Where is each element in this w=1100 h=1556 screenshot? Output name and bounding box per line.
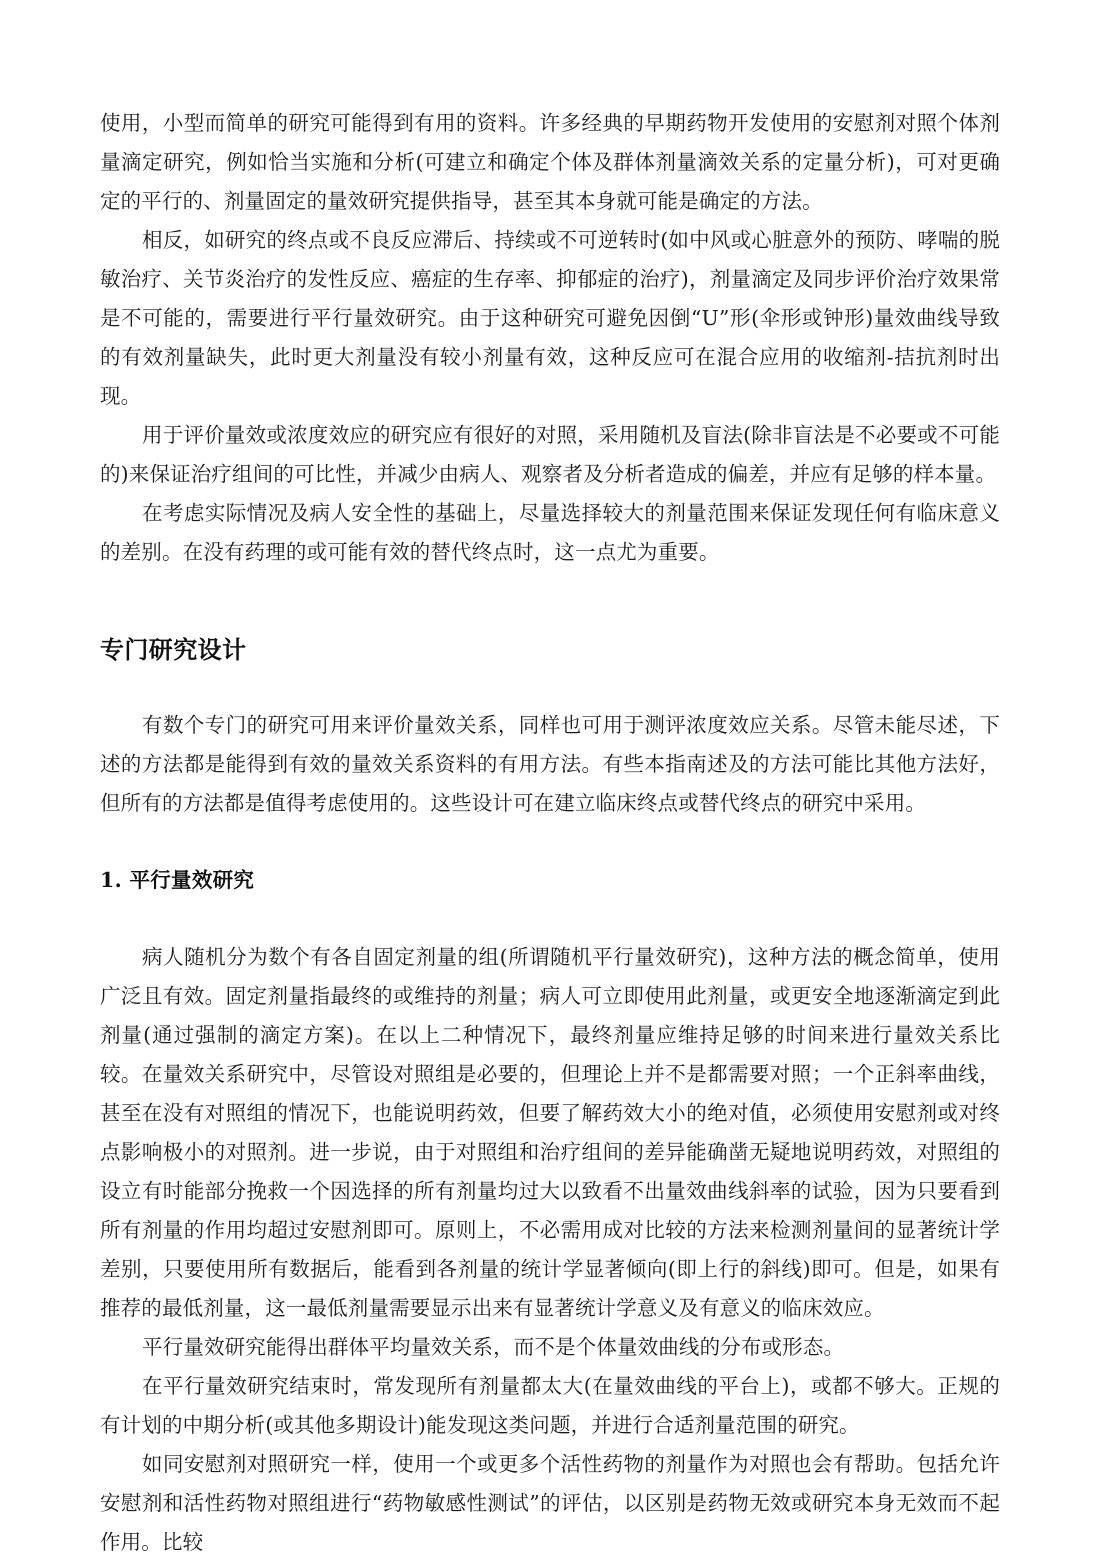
page-content (100, 104, 1000, 1556)
paragraph-3: 用于评价量效或浓度效应的研究应有很好的对照，采用随机及盲法(除非盲法是不必要或不可能的)来保证治疗组间的可比性，并减少由病人、观察者及分析者造成的偏差，并应有足够的样本量。 (100, 423, 1000, 486)
subsection-paragraph-2: 平行量效研究能得出群体平均量效关系，而不是个体量效曲线的分布或形态。 (142, 1335, 845, 1359)
paragraph-4: 在考虑实际情况及病人安全性的基础上，尽量选择较大的剂量范围来保证发现任何有临床意义的差别。在没有药理的或可能有效的替代终点时，这一点尤为重要。 (100, 501, 1000, 564)
subsection-paragraph-3: 在平行量效研究结束时，常发现所有剂量都太大(在量效曲线的平台上)，或都不够大。正规的有计划的中期分析(或其他多期设计)能发现这类问题，并进行合适剂量范围的研究。 (100, 1374, 1000, 1437)
spacer-after-subsection-heading (100, 900, 1000, 938)
spacer-before-section-heading (100, 572, 1000, 630)
paragraph-2: 相反，如研究的终点或不良反应滞后、持续或不可逆转时(如中风或心脏意外的预防、哮喘的脱敏治疗、关节炎治疗的发性反应、癌症的生存率、抑郁症的治疗)，剂量滴定及同步评价治疗效果常是不可能的，需要进行平行量效研究。由于这种研究可避免因倒“U”形(伞形或钟形)量效曲线导致的有效剂量缺失，此时更大剂量没有较小剂量有效，这种反应可在混合应用的收缩剂-拮抗剂时出现。 (100, 228, 1000, 408)
section-heading: 专门研究设计 (100, 635, 247, 664)
subsection-paragraph-1: 病人随机分为数个有各自固定剂量的组(所谓随机平行量效研究)，这种方法的概念简单，使用广泛且有效。固定剂量指最终的或维持的剂量；病人可立即使用此剂量，或更安全地逐渐滴定到此剂量(通过强制的滴定方案)。在以上二种情况下，最终剂量应维持足够的时间来进行量效关系比较。在量效关系研究中，尽管设对照组是必要的，但理论上并不是都需要对照；一个正斜率曲线，甚至在没有对照组的情况下，也能说明药效，但要了解药效大小的绝对值，必须使用安慰剂或对终点影响极小的对照剂。进一步说，由于对照组和治疗组间的差异能确凿无疑地说明药效，对照组的设立有时能部分挽救一个因选择的所有剂量均过大以致看不出量效曲线斜率的试验，因为只要看到所有剂量的作用均超过安慰剂即可。原则上，不必需用成对比较的方法来检测剂量间的显著统计学差别，只要使用所有数据后，能看到各剂量的统计学显著倾向(即上行的斜线)即可。但是，如果有推荐的最低剂量，这一最低剂量需要显示出来有显著统计学意义及有意义的临床效应。 (100, 945, 1000, 1320)
subsection-heading: 1. 平行量效研究 (100, 868, 255, 892)
section-intro-paragraph: 有数个专门的研究可用来评价量效关系，同样也可用于测评浓度效应关系。尽管未能尽述，下述的方法都是能得到有效的量效关系资料的有用方法。有些本指南述及的方法可能比其他方法好，但所有的方法都是值得考虑使用的。这些设计可在建立临床终点或替代终点的研究中采用。 (100, 713, 1000, 815)
spacer-after-section-heading (100, 669, 1000, 706)
paragraph-1: 使用，小型而简单的研究可能得到有用的资料。许多经典的早期药物开发使用的安慰剂对照个体剂量滴定研究，例如恰当实施和分析(可建立和确定个体及群体剂量滴效关系的定量分析)，可对更确定的平行的、剂量固定的量效研究提供指导，甚至其本身就可能是确定的方法。 (100, 111, 1000, 213)
spacer-before-subsection-heading (100, 823, 1000, 861)
subsection-paragraph-4: 如同安慰剂对照研究一样，使用一个或更多个活性药物的剂量作为对照也会有帮助。包括允许安慰剂和活性药物对照组进行“药物敏感性测试”的评估，以区别是药物无效或研究本身无效而不起作用。比较 (100, 1452, 1000, 1554)
